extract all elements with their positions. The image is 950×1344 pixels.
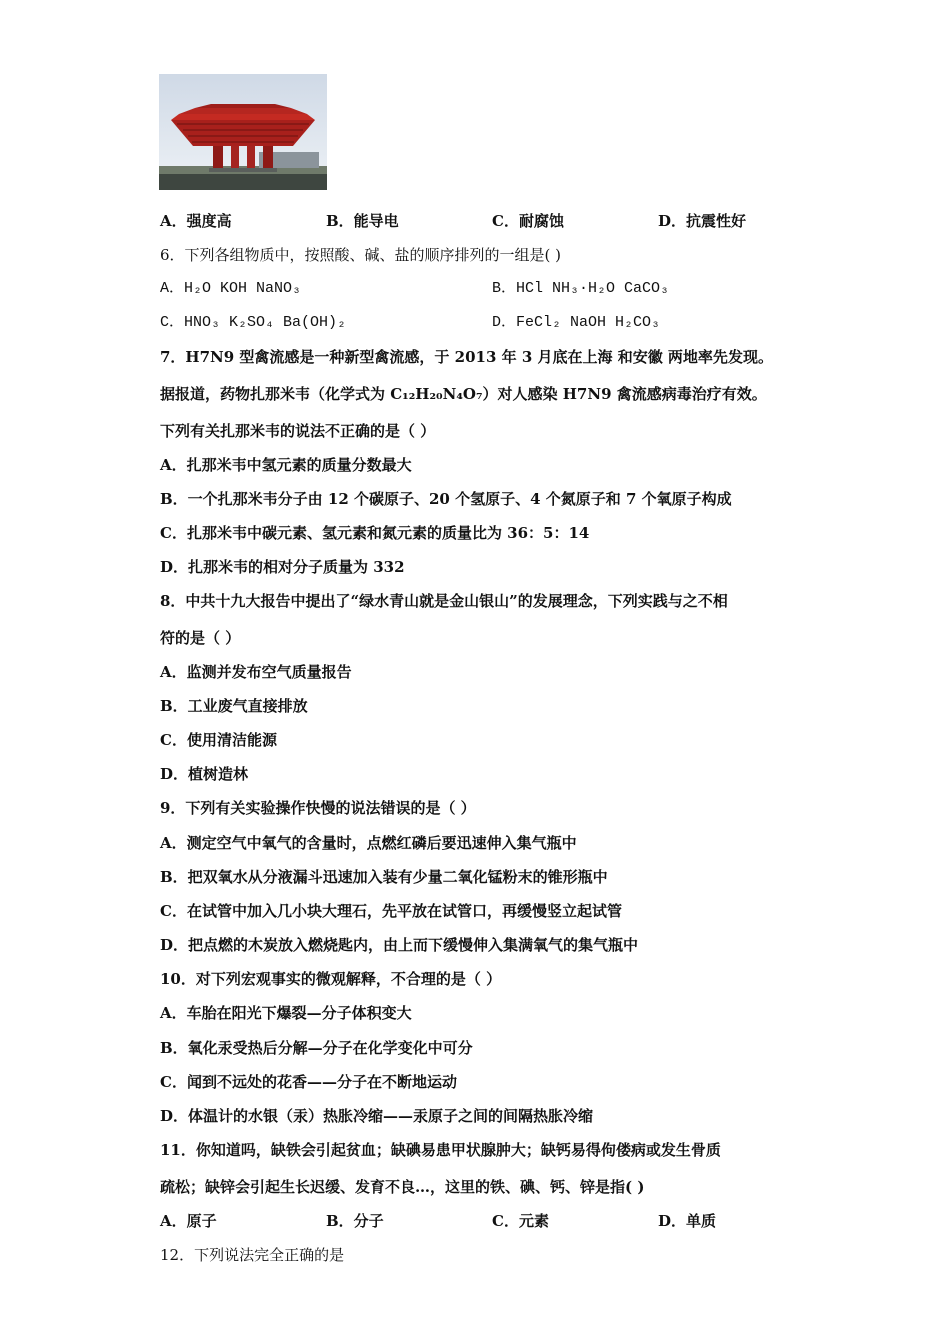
q10-option-d: D．体温计的水银（汞）热胀冷缩——汞原子之间的间隔热胀冷缩 (160, 1107, 594, 1125)
q6-option-d: D．FeCl₂ NaOH H₂CO₃ (492, 314, 661, 331)
q9-option-a: A．测定空气中氧气的含量时，点燃红磷后要迅速伸入集气瓶中 (160, 834, 577, 852)
q9-option-c: C．在试管中加入几小块大理石，先平放在试管口，再缓慢竖立起试管 (160, 902, 622, 920)
q8-option-c: C．使用清洁能源 (160, 731, 277, 749)
q10-option-b: B．氧化汞受热后分解—分子在化学变化中可分 (160, 1039, 473, 1057)
q10-stem: 10．对下列宏观事实的微观解释，不合理的是（ ） (160, 970, 502, 988)
q11-option-d: D．单质 (658, 1212, 717, 1230)
q11-option-c: C．元素 (492, 1212, 549, 1230)
q9-option-b: B．把双氧水从分液漏斗迅速加入装有少量二氧化锰粉末的锥形瓶中 (160, 868, 608, 886)
q8-stem-line2: 符的是（ ） (160, 629, 241, 647)
q9-option-d: D．把点燃的木炭放入燃烧匙内，由上而下缓慢伸入集满氧气的集气瓶中 (160, 936, 639, 954)
q5-option-a: A．强度高 (160, 212, 232, 230)
q11-stem-line2: 疏松；缺锌会引起生长迟缓、发育不良…，这里的铁、碘、钙、锌是指( ) (160, 1178, 645, 1196)
china-pavilion-photo (159, 74, 327, 190)
q7-stem-line3: 下列有关扎那米韦的说法不正确的是（ ） (160, 422, 436, 440)
q11-option-b: B．分子 (326, 1212, 384, 1230)
q7-stem-line1: 7．H7N9 型禽流感是一种新型禽流感，于 2013 年 3 月底在上海 和安徽 两地率先发现。 (160, 348, 773, 366)
q5-option-c: C．耐腐蚀 (492, 212, 564, 230)
q8-option-d: D．植树造林 (160, 765, 249, 783)
q7-option-b: B．一个扎那米韦分子由 12 个碳原子、20 个氢原子、4 个氮原子和 7 个氧原子构成 (160, 490, 732, 508)
q8-option-a: A．监测并发布空气质量报告 (160, 663, 352, 681)
q6-stem: 6．下列各组物质中，按照酸、碱、盐的顺序排列的一组是( ) (160, 246, 562, 264)
q9-stem: 9．下列有关实验操作快慢的说法错误的是（ ） (160, 799, 476, 817)
q7-option-c: C．扎那米韦中碳元素、氢元素和氮元素的质量比为 36：5：14 (160, 524, 590, 542)
q10-option-a: A．车胎在阳光下爆裂—分子体积变大 (160, 1004, 412, 1022)
q10-option-c: C．闻到不远处的花香——分子在不断地运动 (160, 1073, 457, 1091)
q8-option-b: B．工业废气直接排放 (160, 697, 308, 715)
q5-option-b: B．能导电 (326, 212, 399, 230)
q6-option-a: A．H₂O KOH NaNO₃ (160, 280, 302, 297)
q11-stem-line1: 11．你知道吗，缺铁会引起贫血；缺碘易患甲状腺肿大；缺钙易得佝偻病或发生骨质 (160, 1141, 721, 1159)
q11-option-a: A．原子 (160, 1212, 217, 1230)
q5-option-d: D．抗震性好 (658, 212, 747, 230)
q6-option-c: C．HNO₃ K₂SO₄ Ba(OH)₂ (160, 314, 347, 331)
q12-stem: 12．下列说法完全正确的是 (160, 1246, 345, 1264)
q7-option-a: A．扎那米韦中氢元素的质量分数最大 (160, 456, 412, 474)
q7-option-d: D．扎那米韦的相对分子质量为 332 (160, 558, 405, 576)
q7-stem-line2: 据报道，药物扎那米韦（化学式为 C₁₂H₂₀N₄O₇）对人感染 H7N9 禽流感病毒治疗有效。 (160, 385, 767, 403)
q8-stem-line1: 8．中共十九大报告中提出了“绿水青山就是金山银山”的发展理念，下列实践与之不相 (160, 592, 728, 610)
q6-option-b: B．HCl NH₃·H₂O CaCO₃ (492, 280, 670, 297)
